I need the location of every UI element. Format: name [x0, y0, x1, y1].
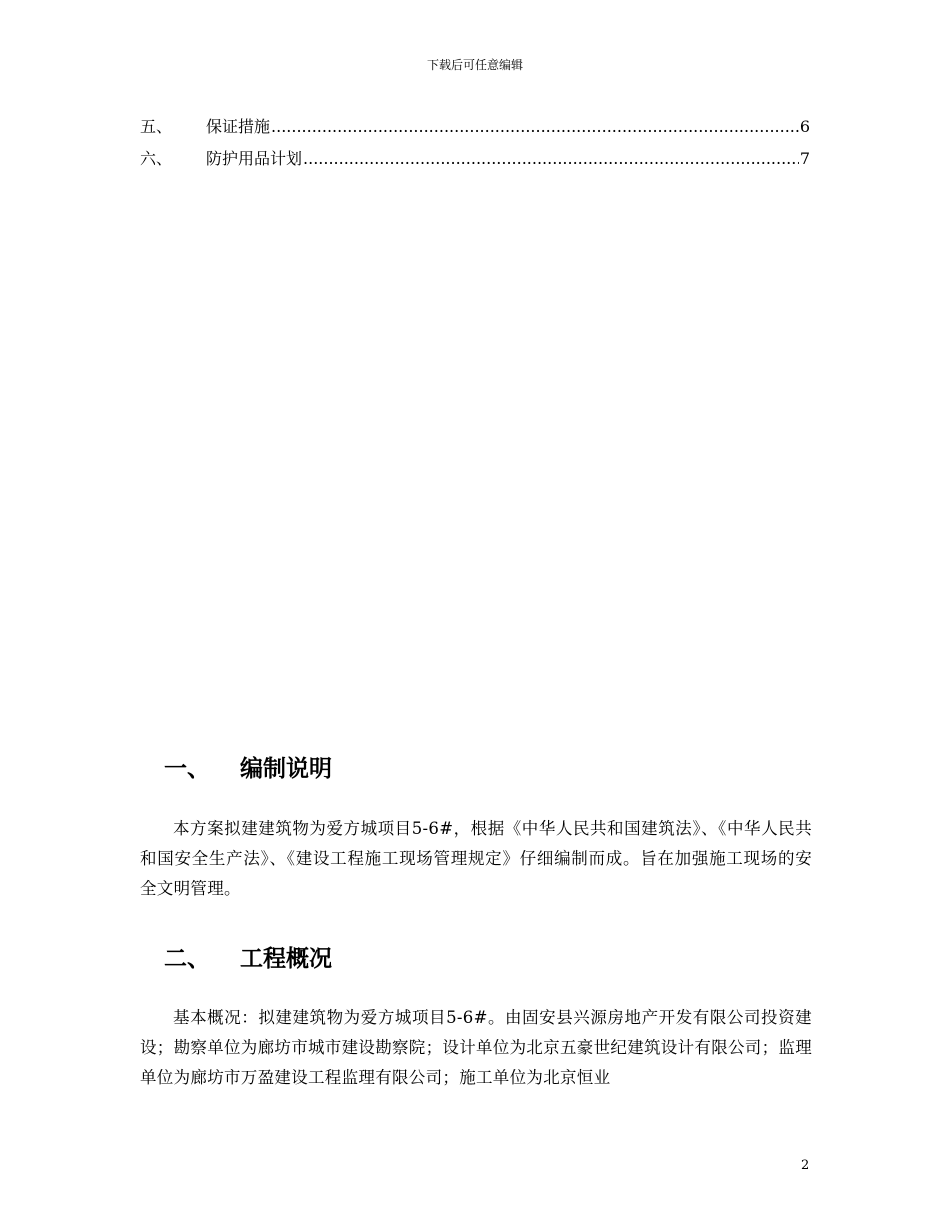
toc-dot-leader	[271, 117, 799, 136]
toc-item-page: 7	[799, 149, 810, 168]
toc-item-title: 保证措施	[206, 117, 271, 136]
section-2-paragraph: 基本概况：拟建建筑物为爱方城项目5-6#。由固安县兴源房地产开发有限公司投资建设；勘察单位为廊坊市城市建设勘察院；设计单位为北京五豪世纪建筑设计有限公司；监理单位为廊坊市万盈建设工程监理有限公司；施工单位为北京恒业	[140, 1008, 812, 1087]
toc-item-number: 六、	[140, 149, 173, 168]
toc-item-number: 五、	[140, 117, 173, 136]
section-title: 编制说明	[240, 756, 332, 782]
section-number: 二、	[164, 946, 210, 972]
table-of-contents	[140, 114, 810, 178]
section-heading-2	[164, 940, 332, 973]
section-heading-1	[164, 750, 332, 783]
page-number: 2	[801, 1158, 810, 1173]
page-header: 下载后可任意编辑	[426, 58, 523, 72]
section-1-paragraph: 本方案拟建建筑物为爱方城项目5-6#，根据《中华人民共和国建筑法》、《中华人民共和国安全生产法》、《建设工程施工现场管理规定》仔细编制而成。旨在加强施工现场的安全文明管理。	[140, 819, 812, 898]
toc-item-title: 防护用品计划	[206, 149, 303, 168]
section-number: 一、	[164, 756, 210, 782]
toc-dot-leader	[303, 149, 799, 168]
section-title: 工程概况	[240, 946, 332, 972]
toc-item-page: 6	[799, 117, 810, 136]
toc-item-6[interactable]	[140, 146, 810, 178]
toc-item-5[interactable]	[140, 114, 810, 146]
